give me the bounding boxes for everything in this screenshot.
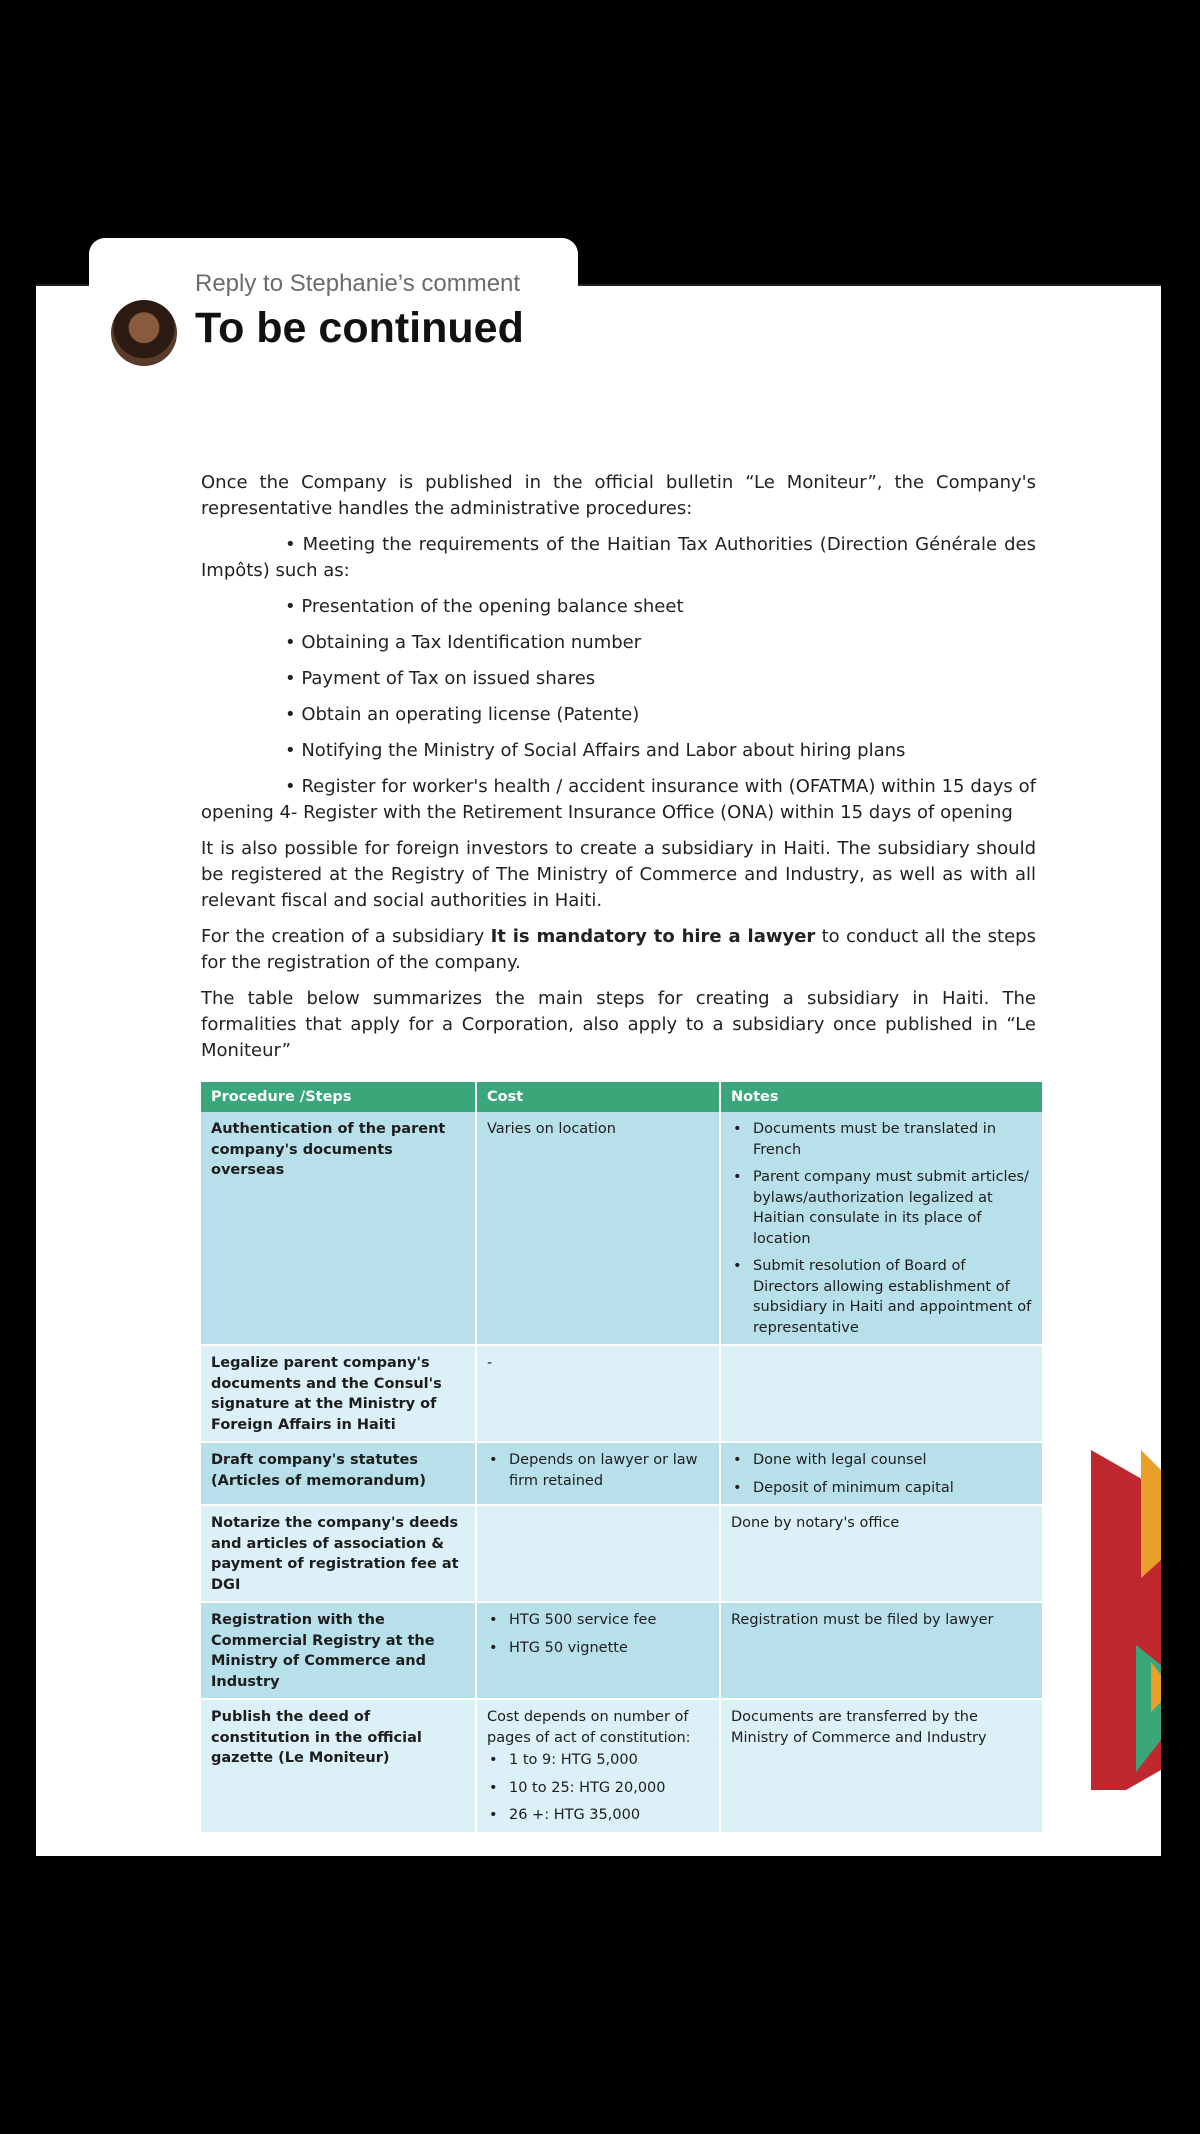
table-row: [201, 1602, 1043, 1699]
notes-cell: Documents are transferred by the Ministry of Commerce and Industry: [720, 1699, 1043, 1833]
cost-cell: [476, 1505, 720, 1602]
paragraph: Once the Company is published in the official bulletin “Le Moniteur”, the Company's representative handles the administrative procedures:: [201, 472, 1036, 519]
column-header: Notes: [720, 1082, 1043, 1112]
note-item: • Documents must be translated in French: [731, 1119, 1032, 1160]
document-content: [201, 470, 1036, 1834]
step-cell: Notarize the company's deeds and articles of association & payment of registration fee at DGI: [201, 1505, 476, 1602]
text: For the creation of a subsidiary: [201, 926, 491, 947]
list-item: • Presentation of the opening balance sheet: [285, 596, 684, 617]
column-header: Procedure /Steps: [201, 1082, 476, 1112]
cost-cell: -: [476, 1345, 720, 1442]
table-row: [201, 1442, 1043, 1505]
step-cell: Legalize parent company's documents and the Consul's signature at the Ministry of Foreign Affairs in Haiti: [201, 1345, 476, 1442]
cost-item: • HTG 500 service fee: [487, 1610, 709, 1631]
orange-shape: [1141, 1450, 1161, 1578]
table-row: [201, 1699, 1043, 1833]
notes-cell: [720, 1345, 1043, 1442]
step-cell: Authentication of the parent company's documents overseas: [201, 1112, 476, 1345]
table-row: [201, 1505, 1043, 1602]
cost-item: • Depends on lawyer or law firm retained: [487, 1450, 709, 1491]
list-item: • Obtaining a Tax Identification number: [285, 632, 642, 653]
cost-cell: [476, 1442, 720, 1505]
paragraph: It is also possible for foreign investors to create a subsidiary in Haiti. The subsidiary should be registered at the Registry of The Ministry of Commerce and Industry, as well as with all relevant fiscal and social authorities in Haiti.: [201, 838, 1036, 911]
paragraph: [201, 924, 1036, 976]
cost-cell: Varies on location: [476, 1112, 720, 1345]
avatar[interactable]: [111, 300, 177, 366]
list-item: • Obtain an operating license (Patente): [285, 704, 640, 725]
notes-cell: [720, 1112, 1043, 1345]
paragraph: The table below summarizes the main steps for creating a subsidiary in Haiti. The formalities that apply for a Corporation, also apply to a subsidiary once published in “Le Moniteur”: [201, 988, 1036, 1061]
reply-title: To be continued: [195, 304, 524, 352]
cost-item: • HTG 50 vignette: [487, 1638, 709, 1659]
list-item: • Meeting the requirements of the Haitian Tax Authorities (Direction Générale des Impôts) such as:: [201, 534, 1036, 581]
cost-item: • 26 +: HTG 35,000: [487, 1805, 709, 1826]
note-item: • Deposit of minimum capital: [731, 1478, 1032, 1499]
table-row: [201, 1112, 1043, 1345]
list-item: • Register for worker's health / accident insurance with (OFATMA) within 15 days of opening 4- Register with the Retirement Insurance Office (ONA) within 15 days of opening: [201, 776, 1036, 823]
cost-cell: [476, 1602, 720, 1699]
text: to conduct all the steps for the registration of the company.: [201, 926, 1036, 973]
note-item: • Submit resolution of Board of Directors allowing establishment of subsidiary in Haiti and appointment of representative: [731, 1256, 1032, 1338]
list-item: • Notifying the Ministry of Social Affairs and Labor about hiring plans: [285, 740, 906, 761]
note-item: • Done with legal counsel: [731, 1450, 1032, 1471]
reply-comment-card[interactable]: [89, 238, 578, 382]
emphasis-text: It is mandatory to hire a lawyer: [490, 926, 816, 947]
step-cell: Publish the deed of constitution in the official gazette (Le Moniteur): [201, 1699, 476, 1833]
decorative-shapes: [1061, 1450, 1161, 1790]
notes-cell: Registration must be filed by lawyer: [720, 1602, 1043, 1699]
cost-item: • 10 to 25: HTG 20,000: [487, 1778, 709, 1799]
step-cell: Registration with the Commercial Registry at the Ministry of Commerce and Industry: [201, 1602, 476, 1699]
notes-cell: [720, 1442, 1043, 1505]
cost-cell: [476, 1699, 720, 1833]
table-row: [201, 1345, 1043, 1442]
table-header-row: [201, 1082, 1043, 1112]
steps-table: [201, 1082, 1044, 1834]
reply-label: Reply to Stephanie’s comment: [195, 270, 521, 297]
cost-item: • 1 to 9: HTG 5,000: [487, 1750, 709, 1771]
note-item: • Parent company must submit articles/ bylaws/authorization legalized at Haitian consulate in its place of location: [731, 1167, 1032, 1249]
list-item: • Payment of Tax on issued shares: [285, 668, 596, 689]
document-page: [36, 284, 1161, 1856]
notes-cell: Done by notary's office: [720, 1505, 1043, 1602]
column-header: Cost: [476, 1082, 720, 1112]
cost-text: Cost depends on number of pages of act of constitution:: [487, 1709, 691, 1746]
step-cell: Draft company's statutes (Articles of memorandum): [201, 1442, 476, 1505]
